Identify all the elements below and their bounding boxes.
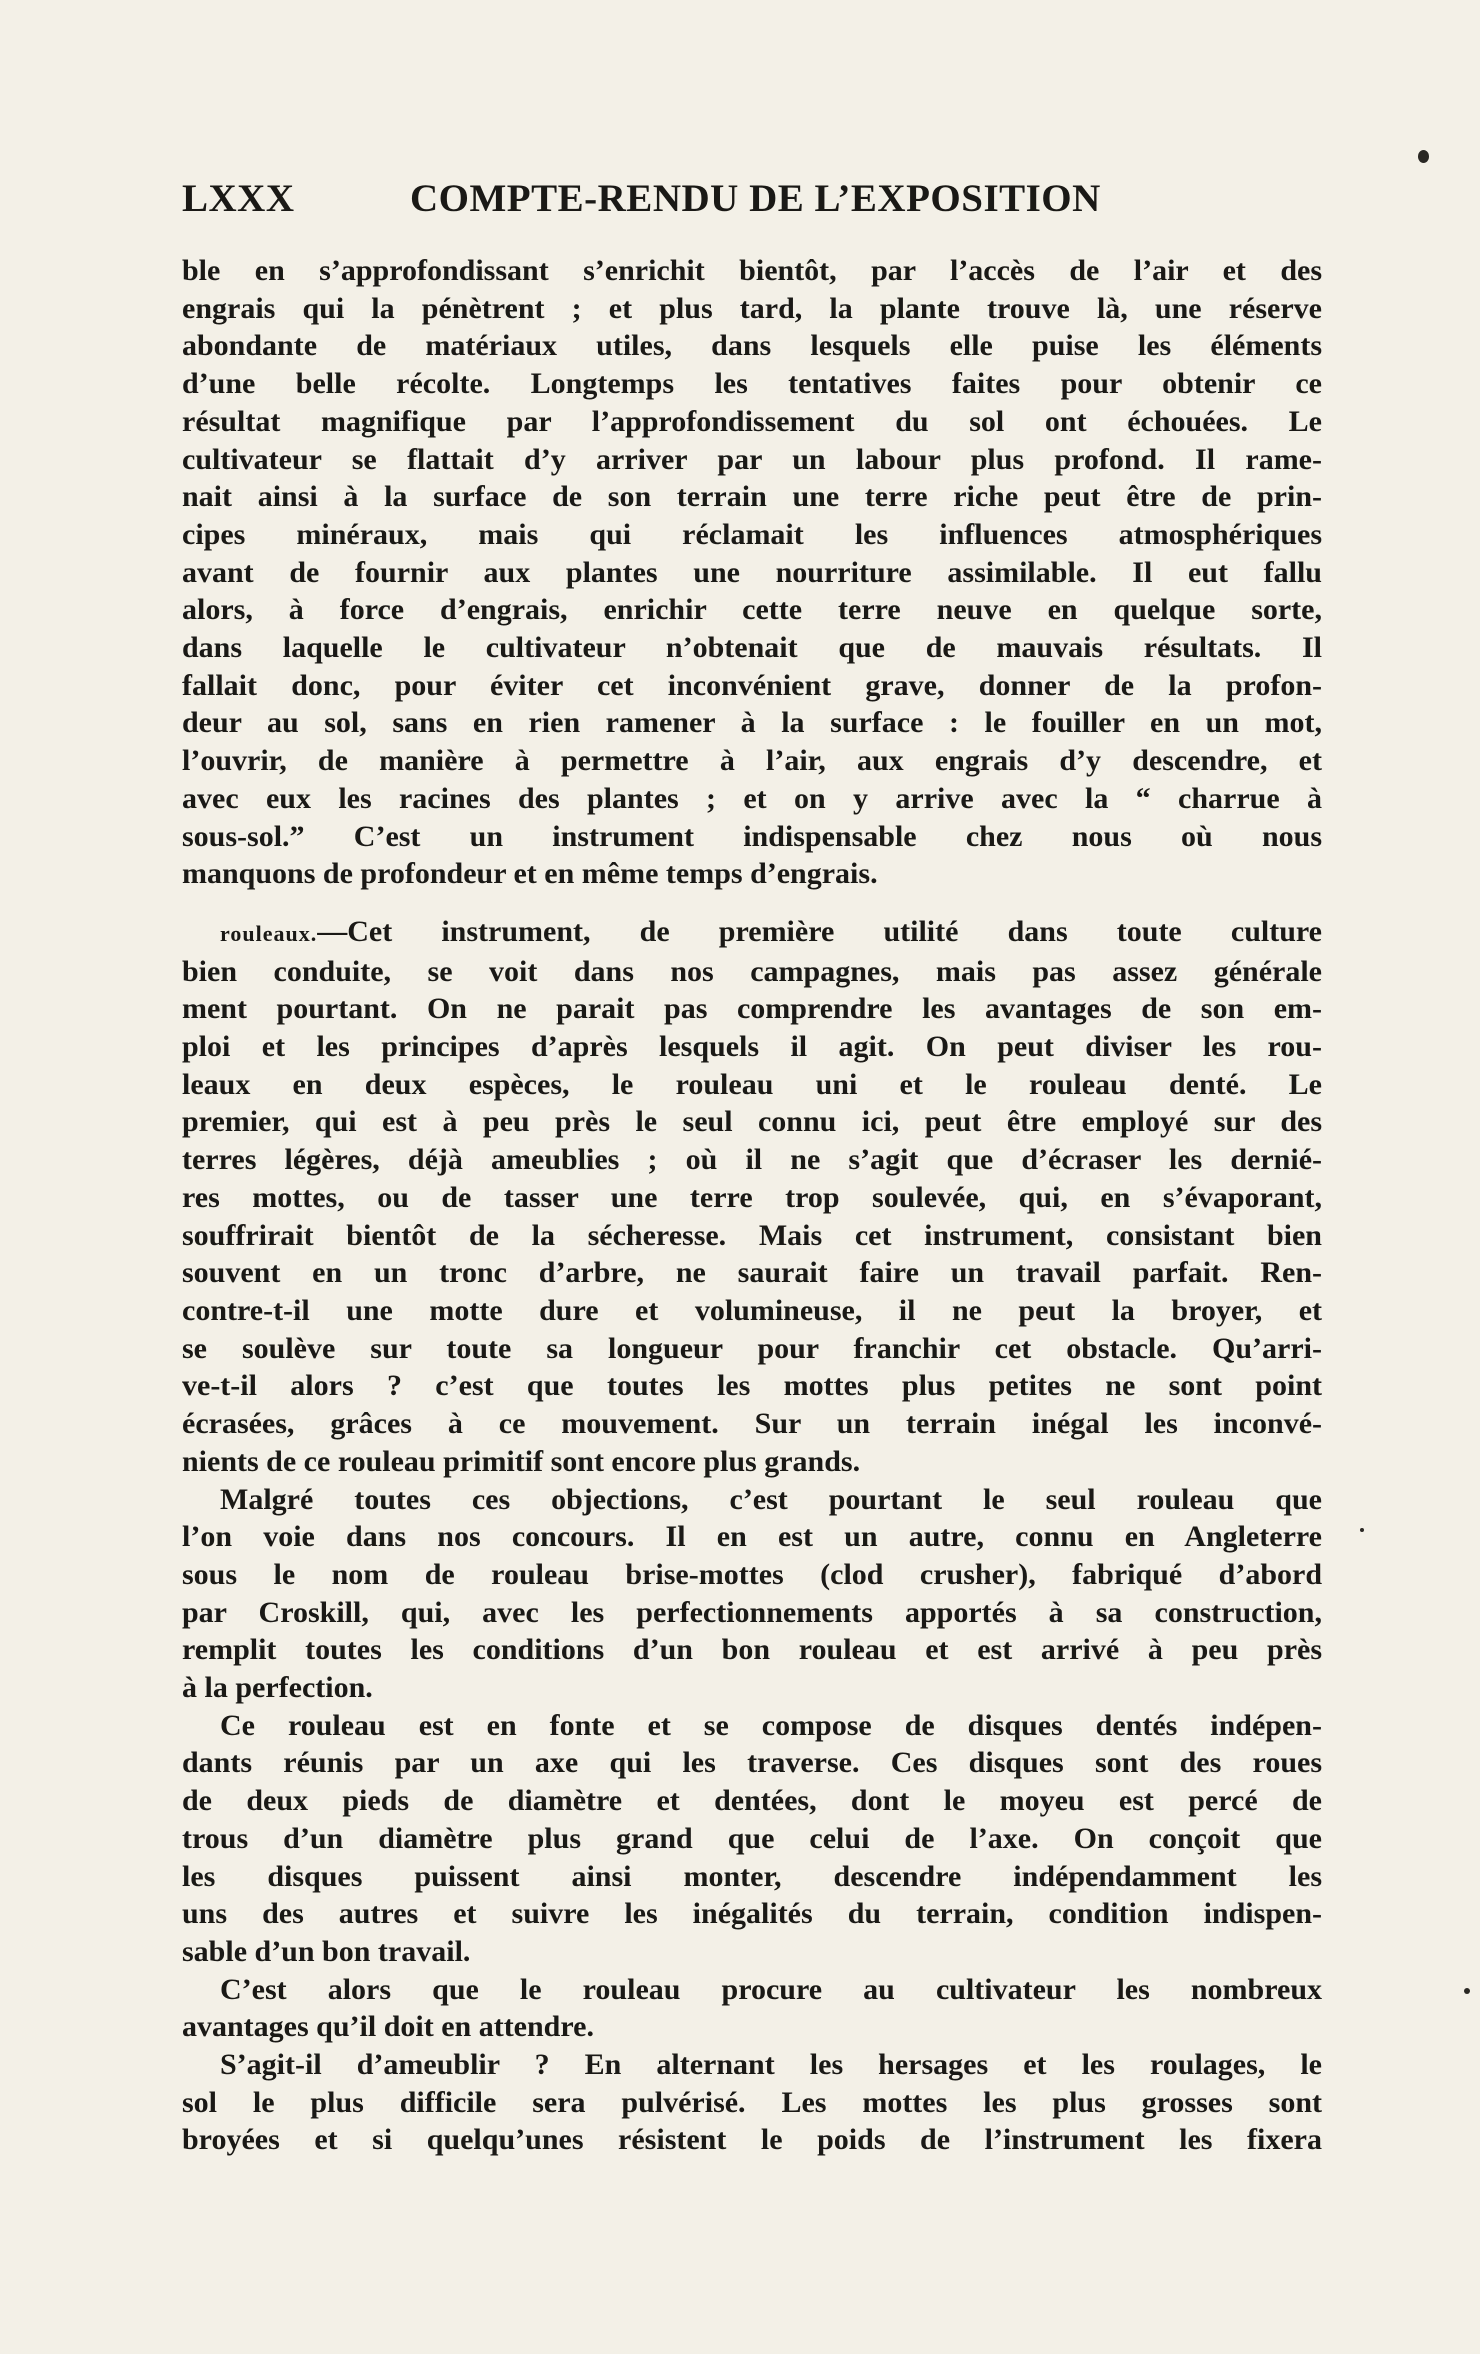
text-line: avantages qu’il doit en attendre.	[182, 2010, 594, 2044]
body-text	[182, 252, 1322, 2159]
text-line: res mottes, ou de tasser une terre trop soulevée, qui, en s’évaporant,	[182, 1180, 1322, 1214]
text-line: cultivateur se flattait d’y arriver par un labour plus profond. Il rame-	[182, 442, 1322, 476]
text-line: engrais qui la pénètrent ; et plus tard, la plante trouve là, une réserve	[182, 291, 1322, 325]
text-line: manquons de profondeur et en même temps d’engrais.	[182, 857, 878, 891]
page-number: LXXX	[182, 177, 295, 220]
text-line: Malgré toutes ces objections, c’est pourtant le seul rouleau que	[220, 1482, 1322, 1516]
paragraph	[182, 252, 1322, 893]
text-line: dans laquelle le cultivateur n’obtenait que de mauvais résultats. Il	[182, 631, 1322, 665]
text-line: cipes minéraux, mais qui réclamait les influences atmosphériques	[182, 517, 1322, 551]
text-line: deur au sol, sans en rien ramener à la surface : le fouiller en un mot,	[182, 706, 1322, 740]
text-line: de deux pieds de diamètre et dentées, dont le moyeu est percé de	[182, 1784, 1322, 1818]
paragraph	[182, 913, 1322, 1481]
text-line: abondante de matériaux utiles, dans lesquels elle puise les éléments	[182, 329, 1322, 363]
text-line: sol le plus difficile sera pulvérisé. Les mottes les plus grosses sont	[182, 2085, 1322, 2119]
text-line: souffrirait bientôt de la sécheresse. Mais cet instrument, consistant bien	[182, 1218, 1322, 1252]
text-line: bien conduite, se voit dans nos campagnes, mais pas assez générale	[182, 954, 1322, 988]
text-line: d’une belle récolte. Longtemps les tentatives faites pour obtenir ce	[182, 367, 1322, 401]
text-line: alors, à force d’engrais, enrichir cette terre neuve en quelque sorte,	[182, 593, 1322, 627]
text-line: l’ouvrir, de manière à permettre à l’air, aux engrais d’y descendre, et	[182, 744, 1322, 778]
text-line: se soulève sur toute sa longueur pour franchir cet obstacle. Qu’arri-	[182, 1331, 1322, 1365]
text-line: ble en s’approfondissant s’enrichit bientôt, par l’accès de l’air et des	[182, 254, 1322, 287]
text-line: sable d’un bon travail.	[182, 1934, 471, 1968]
text-line: ment pourtant. On ne parait pas comprendre les avantages de son em-	[182, 992, 1322, 1026]
text-line: fallait donc, pour éviter cet inconvénient grave, donner de la profon-	[182, 668, 1322, 702]
text-line: nients de ce rouleau primitif sont encore plus grands.	[182, 1444, 861, 1478]
text-line: S’agit-il d’ameublir ? En alternant les hersages et les roulages, le	[220, 2048, 1322, 2082]
text-line: dants réunis par un axe qui les traverse. Ces disques sont des roues	[182, 1746, 1322, 1780]
ink-speck	[1360, 1528, 1364, 1532]
text-line: écrasées, grâces à ce mouvement. Sur un terrain inégal les inconvé-	[182, 1407, 1322, 1441]
text-line-rest: —Cet instrument, de première utilité dans toute culture	[317, 914, 1322, 948]
text-line: uns des autres et suivre les inégalités du terrain, condition indispen-	[182, 1897, 1322, 1931]
text-line: contre-t-il une motte dure et volumineuse, il ne peut la broyer, et	[182, 1293, 1322, 1327]
text-line: par Croskill, qui, avec les perfectionnements apportés à sa construction,	[182, 1595, 1322, 1629]
text-line: leaux en deux espèces, le rouleau uni et le rouleau denté. Le	[182, 1067, 1322, 1101]
page-header	[182, 176, 1312, 236]
text-line: à la perfection.	[182, 1671, 373, 1705]
text-line: sous-sol.” C’est un instrument indispensable chez nous où nous	[182, 819, 1322, 853]
text-line: C’est alors que le rouleau procure au cultivateur les nombreux	[220, 1972, 1322, 2006]
ink-speck	[1464, 1988, 1470, 1994]
text-line: ve-t-il alors ? c’est que toutes les mottes plus petites ne sont point	[182, 1369, 1322, 1403]
ink-speck	[1418, 150, 1429, 163]
text-line: avant de fournir aux plantes une nourriture assimilable. Il eut fallu	[182, 555, 1322, 589]
section-lead: rouleaux.	[220, 920, 318, 946]
text-line: sous le nom de rouleau brise-mottes (clod crusher), fabriqué d’abord	[182, 1557, 1322, 1591]
text-line	[182, 913, 1322, 953]
paragraph	[182, 1971, 1322, 2046]
running-title: COMPTE-RENDU DE L’EXPOSITION	[410, 177, 1101, 220]
text-line: premier, qui est à peu près le seul connu ici, peut être employé sur des	[182, 1105, 1322, 1139]
text-line: nait ainsi à la surface de son terrain une terre riche peut être de prin-	[182, 480, 1322, 514]
text-line: remplit toutes les conditions d’un bon rouleau et est arrivé à peu près	[182, 1633, 1322, 1667]
text-line: broyées et si quelqu’unes résistent le poids de l’instrument les fixera	[182, 2123, 1322, 2157]
paragraph	[182, 1707, 1322, 1971]
paragraph	[182, 1481, 1322, 1707]
text-line: terres légères, déjà ameublies ; où il ne s’agit que d’écraser les dernié-	[182, 1143, 1322, 1177]
text-line: ploi et les principes d’après lesquels il agit. On peut diviser les rou-	[182, 1030, 1322, 1064]
paragraph	[182, 2046, 1322, 2159]
text-line: les disques puissent ainsi monter, descendre indépendamment les	[182, 1859, 1322, 1893]
text-line: souvent en un tronc d’arbre, ne saurait faire un travail parfait. Ren-	[182, 1256, 1322, 1290]
text-line: avec eux les racines des plantes ; et on y arrive avec la “ charrue à	[182, 781, 1322, 815]
text-line: résultat magnifique par l’approfondissement du sol ont échouées. Le	[182, 404, 1322, 438]
text-line: Ce rouleau est en fonte et se compose de disques dentés indépen-	[220, 1708, 1322, 1742]
text-line: l’on voie dans nos concours. Il en est un autre, connu en Angleterre	[182, 1520, 1322, 1554]
text-line: trous d’un diamètre plus grand que celui de l’axe. On conçoit que	[182, 1821, 1322, 1855]
